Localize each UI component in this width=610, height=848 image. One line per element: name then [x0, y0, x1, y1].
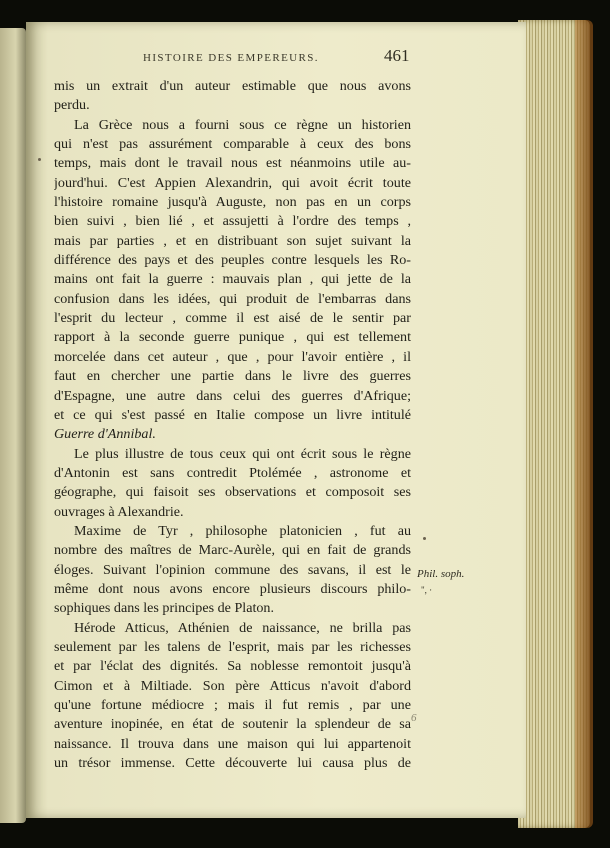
text-line: l'esprit du lecteur , comme il est aisé de le sentir par [54, 310, 411, 327]
text-line: d'Antonin est sans contredit Ptolémée , astronome et [54, 464, 411, 481]
text-line: confusion dans les idées, qui produit de l'embarras dans [54, 290, 411, 307]
text-line: morcelée dans cet auteur , que , pour l'avoir entière , il [54, 348, 411, 365]
text-line: Maxime de Tyr , philosophe platonicien , fut au [74, 522, 411, 539]
text-line: Le plus illustre de tous ceux qui ont écrit sous le règne [74, 445, 411, 462]
text-line: ouvrages à Alexandrie. [54, 503, 184, 520]
text-line: éloges. Suivant l'opinion commune des savans, il est le [54, 561, 411, 578]
text-line: seulement par les talens de l'esprit, mais par les richesses [54, 638, 411, 655]
text-line: mis un extrait d'un auteur estimable que nous avons [54, 78, 411, 94]
margin-note: Phil. soph. [417, 568, 465, 580]
text-line: aventure inopinée, en état de soutenir la splendeur de sa [54, 716, 411, 733]
left-page-edge [0, 28, 26, 823]
text-line: naissance. Il trouva dans une maison qui lui appartenoit [54, 735, 411, 752]
text-line: géographe, qui faisoit ses observations et composoit ses [54, 484, 411, 501]
ink-speck [423, 537, 426, 540]
text-line: l'histoire romaine jusqu'à Auguste, non pas en un corps [54, 194, 411, 211]
margin-mark: ", · [421, 585, 433, 595]
running-head: HISTOIRE DES EMPEREURS. [143, 52, 319, 64]
text-line: même dont nous avons encore plusieurs discours philo- [54, 580, 411, 597]
text-line: et ce qui s'est passé en Italie compose un livre intitulé [54, 406, 411, 423]
ink-speck [38, 158, 41, 161]
text-line: un trésor immense. Cette découverte lui causa plus de [54, 755, 411, 772]
text-line: Hérode Atticus, Athénien de naissance, ne brilla pas [74, 619, 411, 636]
text-line: perdu. [54, 97, 90, 114]
text-line: bien suivi , bien lié , et assujetti à l'ordre des temps , [54, 213, 411, 230]
text-line: jourd'hui. C'est Appien Alexandrin, qui avoit écrit toute [54, 174, 411, 191]
text-line: nombre des maîtres de Marc-Aurèle, qui en fait de grands [54, 542, 411, 559]
text-line: temps, mais dont le travail nous est néanmoins utile au- [54, 155, 411, 172]
page-header [26, 40, 526, 70]
text-line: différence des pays et des peuples contre lesquels les Ro- [54, 252, 411, 269]
pencil-mark: 6 [411, 712, 417, 724]
text-line: d'Espagne, une autre dans celui des guerres d'Afrique; [54, 387, 411, 404]
text-line: mains ont fait la guerre : mauvais plan , qui jette de la [54, 271, 411, 288]
text-line: rapport à la seconde guerre punique , qui est tellement [54, 329, 411, 346]
text-line: Guerre d'Annibal. [54, 426, 156, 443]
page-number: 461 [384, 46, 410, 65]
text-line: qui n'est pas assurément comparable à ceux des bons [54, 136, 411, 153]
text-line: qu'une fortune médiocre ; mais il fut remis , par une [54, 697, 411, 713]
text-line: et par l'éclat des dignités. Sa noblesse remontoit jusqu'à [54, 658, 411, 675]
text-line: La Grèce nous a fourni sous ce règne un historien [74, 116, 411, 133]
body-text [54, 77, 411, 773]
text-line: faut en chercher une partie dans le livre des guerres [54, 368, 411, 385]
text-line: mais par parties , et en distribuant son sujet suivant la [54, 232, 411, 249]
text-line: sophiques dans les principes de Platon. [54, 600, 274, 617]
text-line: Cimon et à Miltiade. Son père Atticus n'avoit d'abord [54, 677, 411, 694]
page-block-shadow [575, 20, 593, 828]
